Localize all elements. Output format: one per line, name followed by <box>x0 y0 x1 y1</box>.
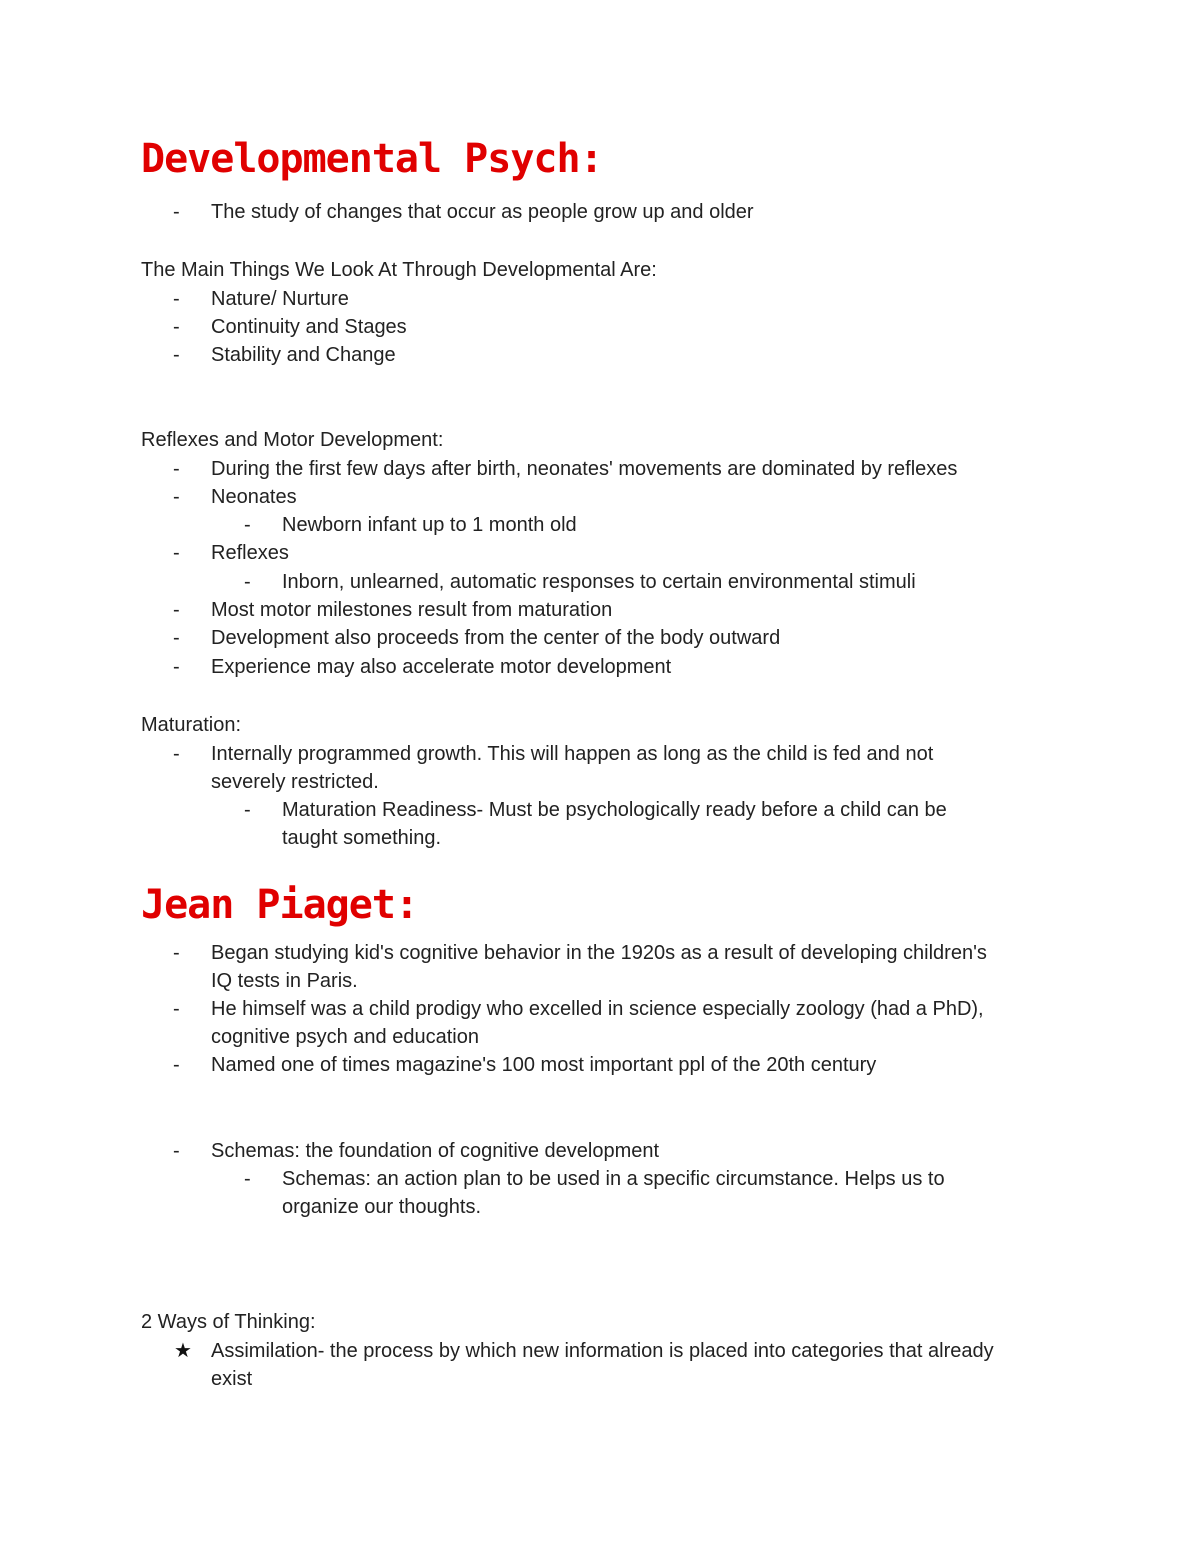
bullet-dash: - <box>173 344 180 366</box>
bullet-dash: - <box>173 942 180 964</box>
bullet-dash: - <box>244 799 251 821</box>
list-item: Experience may also accelerate motor development <box>211 656 672 678</box>
list-item: Internally programmed growth. This will happen as long as the child is fed and not <box>211 743 934 765</box>
sub-list-item: Newborn infant up to 1 month old <box>282 514 577 536</box>
bullet-dash: - <box>173 656 180 678</box>
bullet-dash: - <box>173 998 180 1020</box>
list-item-continuation: severely restricted. <box>211 771 379 793</box>
star-bullet-icon: ★ <box>174 1340 192 1362</box>
section-label: The Main Things We Look At Through Developmental Are: <box>141 259 657 281</box>
list-item: Began studying kid's cognitive behavior in the 1920s as a result of developing children's <box>211 942 987 964</box>
bullet-dash: - <box>173 627 180 649</box>
list-item: During the first few days after birth, neonates' movements are dominated by reflexes <box>211 458 958 480</box>
bullet-dash: - <box>173 316 180 338</box>
list-item-continuation: IQ tests in Paris. <box>211 970 358 992</box>
bullet-dash: - <box>173 542 180 564</box>
bullet-dash: - <box>173 1054 180 1076</box>
list-item: Schemas: the foundation of cognitive development <box>211 1140 660 1162</box>
list-item: Neonates <box>211 486 297 508</box>
list-item: Stability and Change <box>211 344 396 366</box>
bullet-dash: - <box>244 571 251 593</box>
list-item: The study of changes that occur as people grow up and older <box>211 201 754 223</box>
bullet-dash: - <box>173 486 180 508</box>
sub-list-item-continuation: taught something. <box>282 827 441 849</box>
sub-list-item: Schemas: an action plan to be used in a specific circumstance. Helps us to <box>282 1168 945 1190</box>
bullet-dash: - <box>173 1140 180 1162</box>
page-title: Developmental Psych: <box>141 136 603 182</box>
bullet-dash: - <box>173 288 180 310</box>
bullet-dash: - <box>173 743 180 765</box>
bullet-dash: - <box>173 599 180 621</box>
list-item-continuation: cognitive psych and education <box>211 1026 479 1048</box>
list-item: Named one of times magazine's 100 most important ppl of the 20th century <box>211 1054 877 1076</box>
sub-list-item: Inborn, unlearned, automatic responses to certain environmental stimuli <box>282 571 916 593</box>
bullet-dash: - <box>173 458 180 480</box>
list-item: Assimilation- the process by which new information is placed into categories that already <box>211 1340 994 1362</box>
section-label: Maturation: <box>141 714 242 736</box>
section-title: Jean Piaget: <box>141 882 418 928</box>
list-item: Most motor milestones result from maturation <box>211 599 613 621</box>
section-label: 2 Ways of Thinking: <box>141 1311 316 1333</box>
list-item: Nature/ Nurture <box>211 288 349 310</box>
bullet-dash: - <box>244 1168 251 1190</box>
sub-list-item: Maturation Readiness- Must be psychologically ready before a child can be <box>282 799 947 821</box>
list-item-continuation: exist <box>211 1368 253 1390</box>
list-item: He himself was a child prodigy who excelled in science especially zoology (had a PhD), <box>211 998 984 1020</box>
sub-list-item-continuation: organize our thoughts. <box>282 1196 482 1218</box>
list-item: Reflexes <box>211 542 289 564</box>
list-item: Development also proceeds from the center of the body outward <box>211 627 781 649</box>
bullet-dash: - <box>173 201 180 223</box>
section-label: Reflexes and Motor Development: <box>141 429 444 451</box>
bullet-dash: - <box>244 514 251 536</box>
list-item: Continuity and Stages <box>211 316 407 338</box>
